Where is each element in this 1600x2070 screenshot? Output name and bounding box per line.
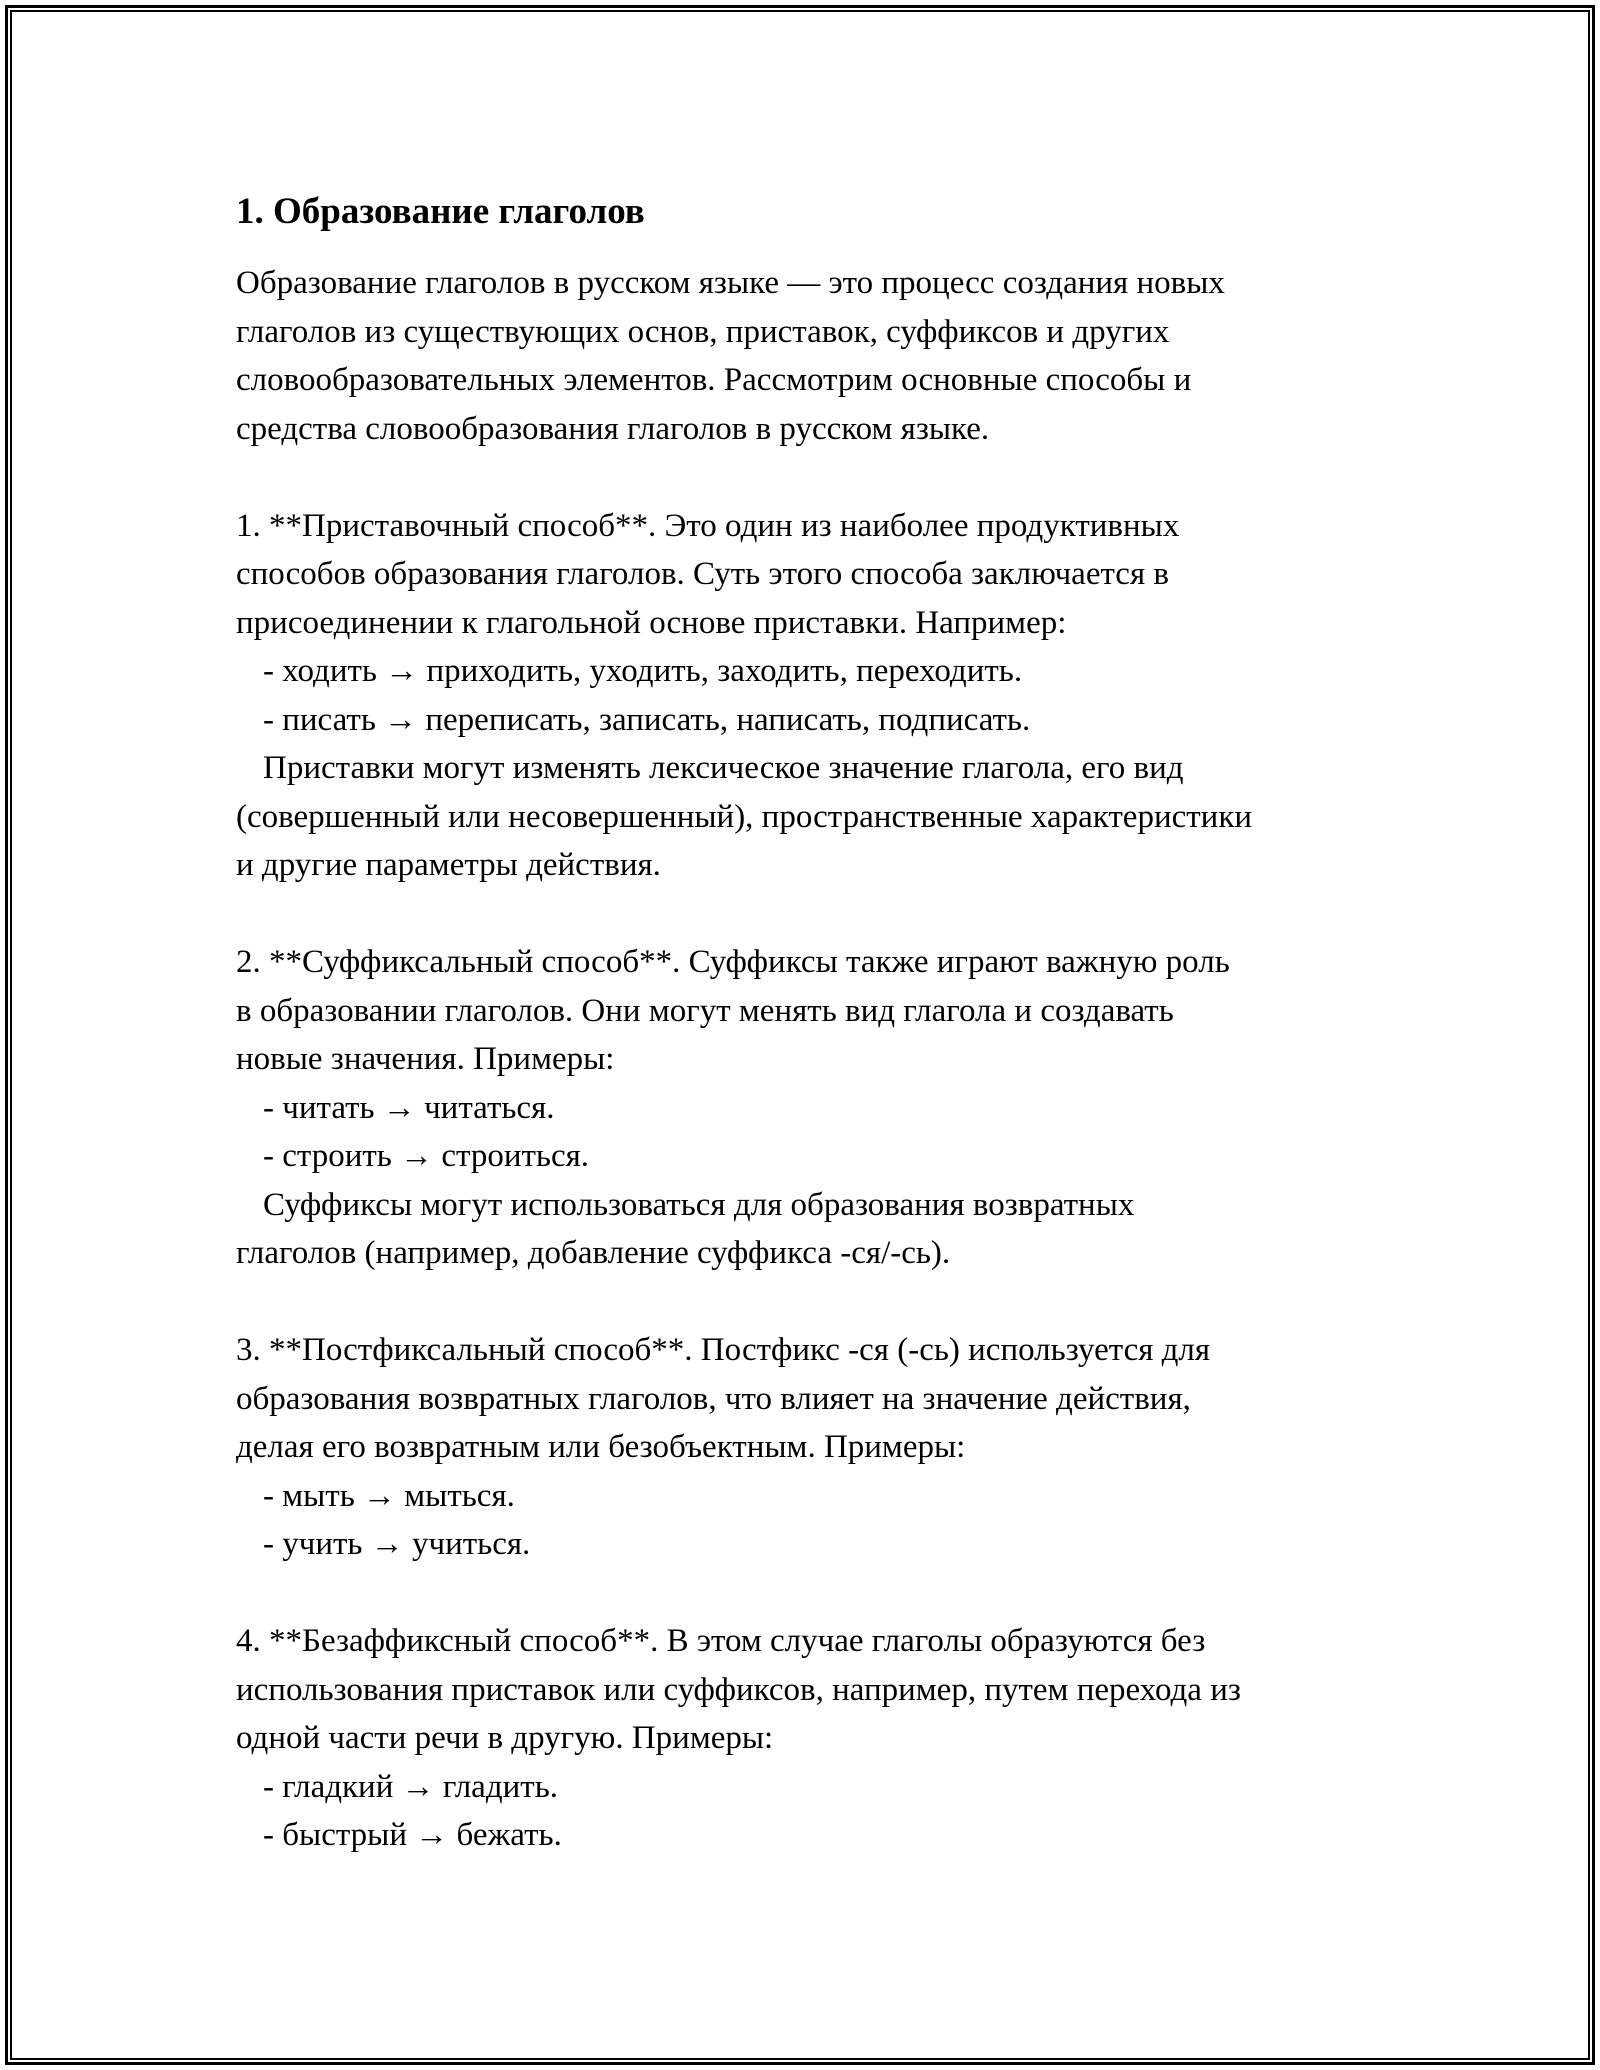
section-affixless-method — [236, 1617, 1386, 1860]
note-line: и другие параметры действия. — [236, 847, 661, 883]
example-item: - гладкий → гладить. — [263, 1768, 559, 1805]
note-line: Приставки могут изменять лексическое значение глагола, его вид — [263, 750, 1184, 786]
text-line: присоединении к глагольной основе приставки. Например: — [236, 604, 1067, 641]
section-heading-line: 3. **Постфиксальный способ**. Постфикс -ся (-сь) используется для — [236, 1332, 1211, 1368]
document-body — [236, 186, 1386, 1860]
example-item: - ходить → приходить, уходить, заходить, переходить. — [263, 653, 1023, 689]
section-suffix-method — [236, 938, 1386, 1278]
example-item: - читать → читаться. — [263, 1089, 555, 1126]
note-line: глаголов (например, добавление суффикса -ся/-сь). — [236, 1235, 951, 1271]
note-line: (совершенный или несовершенный), пространственные характеристики — [236, 798, 1253, 835]
intro-paragraph — [236, 259, 1386, 453]
example-item: - строить → строиться. — [263, 1138, 590, 1174]
text-line: Образование глаголов в русском языке — это процесс создания новых — [236, 265, 1225, 301]
text-line: словообразовательных элементов. Рассмотрим основные способы и — [236, 362, 1192, 398]
example-item: - мыть → мыться. — [263, 1477, 515, 1514]
text-line: одной части речи в другую. Примеры: — [236, 1720, 774, 1756]
paragraph-spacer — [236, 1569, 1386, 1618]
section-heading-line: 1. **Приставочный способ**. Это один из наиболее продуктивных — [236, 507, 1180, 544]
text-line: образования возвратных глаголов, что влияет на значение действия, — [236, 1380, 1191, 1417]
section-postfix-method — [236, 1326, 1386, 1569]
example-item: - быстрый → бежать. — [263, 1817, 562, 1853]
text-line: в образовании глаголов. Они могут менять вид глагола и создавать — [236, 992, 1174, 1029]
section-prefix-method — [236, 502, 1386, 890]
text-line: делая его возвратным или безобъектным. Примеры: — [236, 1429, 966, 1465]
document-title: 1. Образование глаголов — [236, 191, 645, 232]
text-line: глаголов из существующих основ, приставок, суффиксов и других — [236, 313, 1170, 350]
text-line: способов образования глаголов. Суть этого способа заключается в — [236, 556, 1169, 592]
text-line: новые значения. Примеры: — [236, 1041, 615, 1077]
note-line: Суффиксы могут использоваться для образования возвратных — [263, 1186, 1135, 1223]
paragraph-spacer — [236, 453, 1386, 502]
paragraph-spacer — [236, 890, 1386, 939]
section-heading-line: 2. **Суффиксальный способ**. Суффиксы также играют важную роль — [236, 944, 1230, 980]
text-line: средства словообразования глаголов в русском языке. — [236, 410, 990, 447]
example-item: - писать → переписать, записать, написать, подписать. — [263, 701, 1031, 738]
text-line: использования приставок или суффиксов, например, путем перехода из — [236, 1671, 1241, 1708]
example-item: - учить → учиться. — [263, 1526, 531, 1562]
paragraph-spacer — [236, 1278, 1386, 1327]
section-heading-line: 4. **Безаффиксный способ**. В этом случае глаголы образуются без — [236, 1623, 1206, 1659]
